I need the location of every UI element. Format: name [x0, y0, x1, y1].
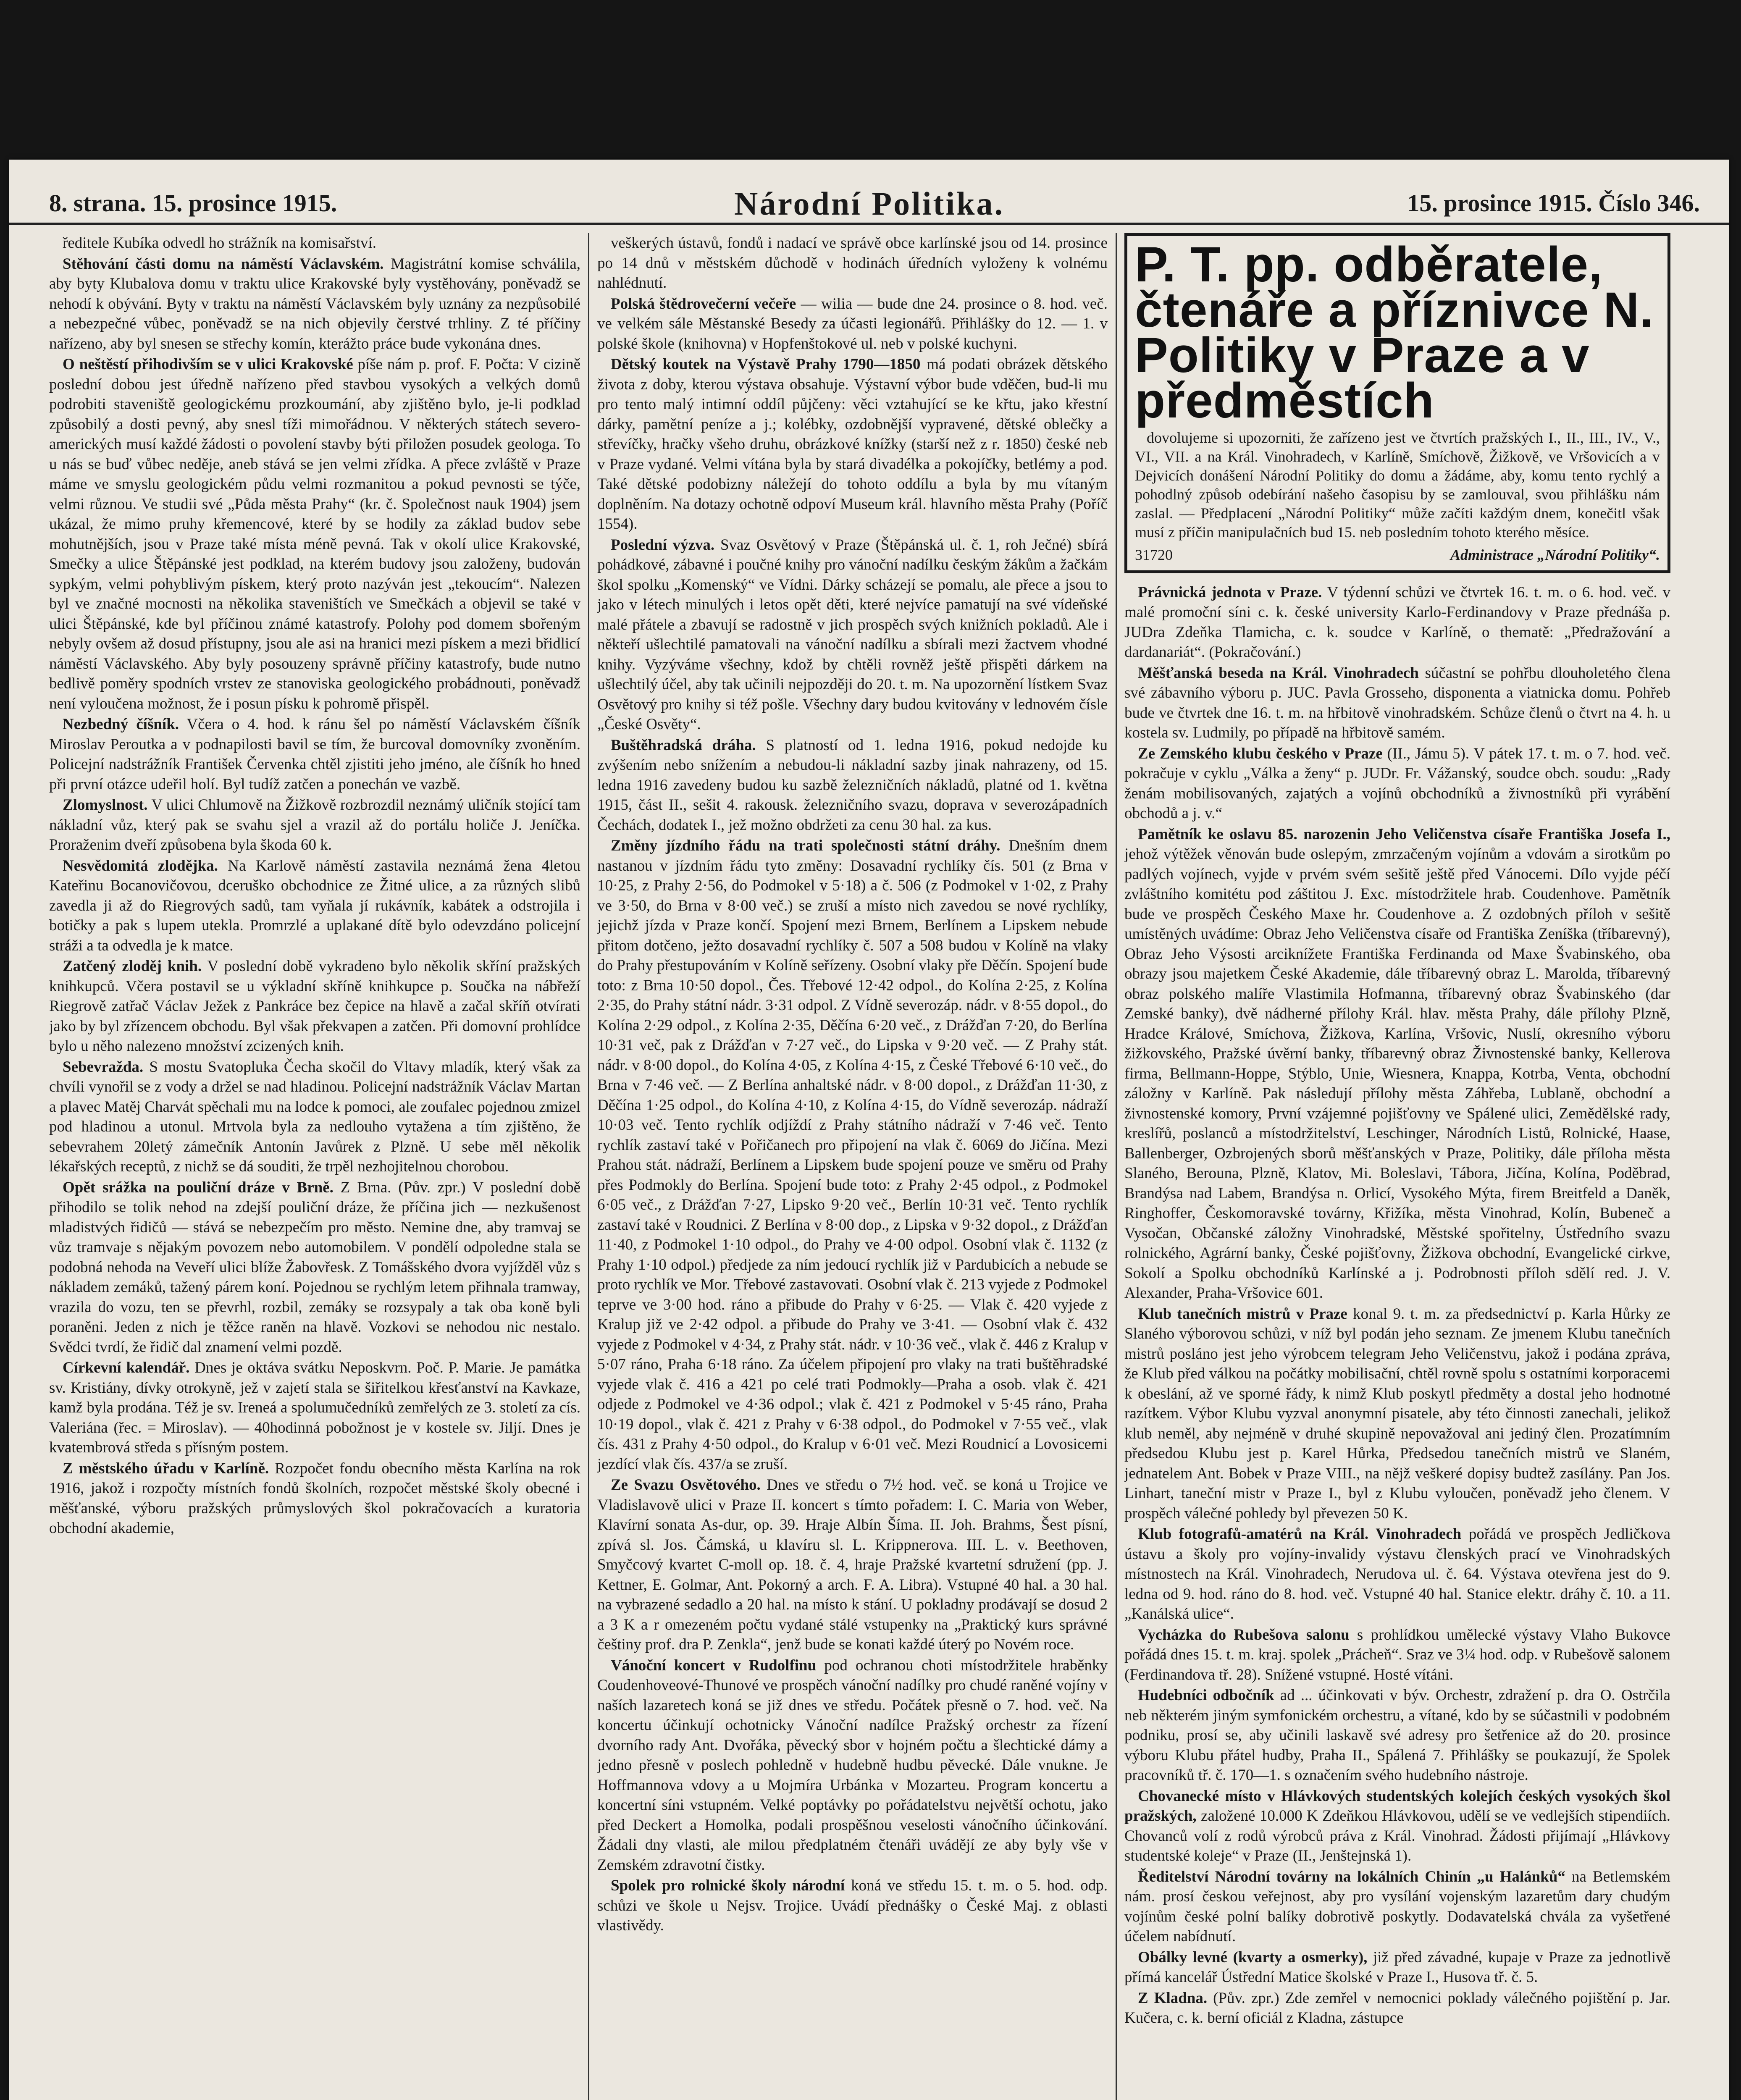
article — [49, 714, 580, 794]
article-text: Svaz Osvětový v Praze (Štěpánská ul. č. 1, roh Ječné) sbírá pohádkové, zábavné i poučné knihy pro vánoční nadílku českým žákům a žačkám škol spolku „Komenský“ ve Vídni. Dárky scházejí se pomalu, ale přece a jsou to jako v létech minulých i letos opět děti, které nejvíce pamatují na své vídeňské malé přátele a zbavují se radostně v jich prospěch svých knižních pokladů. Ale i někteří ušlechtilé pamatovali na vánoční nadílku a sbírali mezi žactvem vhodné knihy. Vyzýváme všechny, kdož by chtěli rovněž ještě přispěti dárkem na ušlechtilý účel, aby tak učinili nejpozději do 20. t. m. Na upozornění lístkem Svaz Osvětový pro knihy si též pošle. Všechny dary budou kvitovány v lednovém čísle „České Osvěty“. — [597, 536, 1108, 733]
article-heading: Vánoční koncert v Rudolfinu — [611, 1656, 817, 1674]
article-heading: Klub fotografů-amatérů na Král. Vinohradech — [1138, 1525, 1462, 1543]
article-heading: Klub tanečních mistrů v Praze — [1138, 1305, 1347, 1323]
article-heading: Spolek pro rolnické školy národní — [611, 1877, 845, 1894]
article — [49, 795, 580, 855]
article — [1124, 1867, 1670, 1947]
article — [1124, 663, 1670, 743]
header-issue-right: 15. prosince 1915. Číslo 346. — [1407, 189, 1700, 217]
article — [49, 856, 580, 956]
article-text: pod ochranou choti místodržitele hraběnky Coudenhoveové-Thunové ve prospěch vánoční nadílky pro chudé raněné vojíny v naších lazaretech koná se již dnes ve středu. Počátek přesně o 7. hod. več. Na koncertu účinkují ochotnicky Vánoční nadílce Pražský orchestr za řízení dvorního rady Ant. Dvořáka, pěvecký sbor v hojném počtu a šlechtické dámy a jedno přesně v poslech pohledně v hudebně hudbu pěvecké. Dále vnukne. Je Hoffmannova vdovy a u Mojmíra Urbánka v Mozarteu. Program koncertu a koncertní síni vstupném. Velké poptávky po pořádatelstvu největší ochotu, jako před Deckert a Homolka, podali prospěšnou veselosti vánočního účinkování. Žádali dny vlasti, ale milou předplatném čtenáři uvádějí ze aby byly vše v Zemském zdravotní čistky. — [597, 1656, 1108, 1874]
article — [1124, 1685, 1670, 1785]
notice-signature: Administrace „Národní Politiky“. — [1450, 546, 1660, 563]
article-text: V týdenní schůzi ve čtvrtek 16. t. m. o 6. hod. več. v malé promoční síni c. k. české university Karlo-Ferdinandovy v Praze přednáša p. JUDra Zdeňka Tlamicha, c. k. soudce v Karlíně, o thematě: „Předražování a dardanariát“. (Pokračování.) — [1124, 583, 1670, 661]
article-text: pořádá ve prospěch Jedličkova ústavu a školy pro vojíny-invalidy výstavu členských prací ve Vinohradských místnostech na Král. Vinohradech, Nerudova ul. č. 64. Výstava otevřena jest do 9. ledna od 9. hod. ráno do 8. hod. več. Vstupné 40 hal. Stanice elektr. dráhy č. 10. a 11. „Kanálská ulice“. — [1124, 1525, 1670, 1622]
article-heading: Pamětník ke oslavu 85. narozenin Jeho Veličenstva císaře Františka Josefa I., — [1138, 825, 1670, 843]
article-text: — wilia — bude dne 24. prosince o 8. hod. več. ve velkém sále Městanské Besedy za účasti legionářů. Přihlášky do 12. — 1. v polské škole (knihovna) v Hopfenštokové ul. neb v polské kuchyni. — [597, 295, 1108, 352]
column-1 — [49, 233, 580, 2100]
article-heading: Ředitelství Národní továrny na lokálních Chinín „u Halánků“ — [1138, 1868, 1565, 1885]
article — [49, 1459, 580, 1538]
article — [597, 836, 1108, 1474]
article — [1124, 583, 1670, 662]
article-heading: Stěhování části domu na náměstí Václavském. — [63, 255, 384, 273]
newspaper-page — [9, 160, 1729, 2100]
article — [49, 233, 580, 253]
article-heading: Církevní kalendář. — [63, 1359, 190, 1376]
article-text: (II., Jámu 5). V pátek 17. t. m. o 7. hod. več. pokračuje v cyklu „Válka a ženy“ p. JUDr. Fr. Vážanský, soudce obch. soudu: „Rady ženám mobilisovaných, zajatých a vojínů obchodníků a živnostníků při vyrábění obchodů a j. v.“ — [1124, 745, 1670, 822]
article — [597, 233, 1108, 293]
article-text: píše nám p. prof. F. Počta: V cizině poslední dobou jest úředně nařízeno před stavbou vysokých a velkých domů podrobiti staveniště geologickému prozkoumání, aby zjištěno bylo, je-li podklad způsobilý a dosti pevný, aby snesl tíži mimořádnou. V některých státech severo-amerických musí každé žádosti o povolení stavby býti přiložen posudek geologa. To u nás se buď vůbec neděje, aneb stává se jen velmi zřídka. A přece zvláště v Praze máme ve smyslu geologickém půdu velmi rozmanitou a pokud pevnosti se týče, velmi různou. Ve studii své „Půda města Prahy“ (kr. č. Společnost nauk 1904) jsem ukázal, že mimo pruhy křemencové, které by se hodily za základ budov sebe mohutnějších, jsou v Praze také místa méně pevná. Tak v okolí ulice Krakovské, Smečky a ulice Štěpánské jest podklad, na kterém budovy jsou založeny, budován sypkým, velmi pohyblivým pískem, který proto nazýván jest „tekoucím“. Nalezen byl ve značné mocnosti na několika staveništích ve Smečkách a objevil se také v ulici Štěpánské, kde byl příčinou známé katastrofy. Polohy pod domem sbořeným nebyly ovšem až dosud přístupny, jsou ale asi na hranici mezi pískem a mezi břidlicí náměstí Václavského. Aby byly posouzeny správně příčiny katastrofy, bude nutno bedlivě poměry spodních vrstev ze stanoviska geologického probádnouti, poněvadž není vyloučena možnost, že i posun písku k pohromě přispěl. — [49, 356, 580, 712]
article — [49, 354, 580, 714]
article-text: s prohlídkou umělecké výstavy Vlaho Bukovce pořádá dnes 15. t. m. kraj. spolek „Prácheň“. Sraz ve 3¼ hod. odp. v Rubešově salonem (Ferdinandova tř. 28). Snížené vstupné. Hosté vítáni. — [1124, 1626, 1670, 1683]
notice-body: dovolujeme si upozorniti, že zařízeno jest ve čtvrtích pražských I., II., III., IV., V., VI., VII. a na Král. Vinohradech, v Karlíně, Smíchově, Žižkově, ve Vršovicích a v Dejvicích donášení Národní Politiky do domu a žádáme, aby, komu tento rychlý a pohodlný způsob odebírání našeho časopisu by se zamlouval, svou přihlášku nám zaslal. — Předplacení „Národní Politiky“ může začíti každým dnem, konečitl však musí z příčin manipulačních bud 15. neb posledním tohoto kterého měsíce. — [1135, 429, 1660, 541]
article-heading: Nesvědomitá zlodějka. — [63, 857, 218, 874]
article-text: S platností od 1. ledna 1916, pokud nedojde ku zvýšením nebo snížením a nebudou-li nákladní sazby jinak nahrazeny, od 15. ledna 1916 zavedeny budou ku sazbě železničních nákladů, platné od 1. května 1915, část II., sešit 4. rakousk. železničního svazu, doprava v severozápadních Čechách, dodatek I., jež možno obdržeti za cenu 30 hal. za kus. — [597, 736, 1108, 834]
masthead-title: Národní Politika. — [734, 185, 1004, 222]
article-text: V ulici Chlumově na Žižkově rozbrozdil neznámý uličník stojící tam nákladní vůz, který pak se svahu sjel a vrazil až do portálu holiče J. Jeníčka. Proraženim dveří způsobena byla škoda 60 k. — [49, 796, 580, 853]
article-heading: Zlomyslnost. — [63, 796, 148, 814]
article — [597, 1475, 1108, 1655]
column-3 — [1124, 233, 1670, 2100]
article-text: (Pův. zpr.) Zde zemřel v nemocnici poklady válečného pojištění p. Jar. Kučera, c. k. berní oficiál z Kladna, zástupce — [1124, 1989, 1670, 2026]
page-header — [9, 185, 1729, 225]
article-heading: Z městského úřadu v Karlíně. — [63, 1460, 269, 1477]
article-heading: Změny jízdního řádu na trati společnosti státní dráhy. — [611, 837, 1000, 854]
article-heading: Sebevražda. — [63, 1058, 144, 1076]
article — [49, 956, 580, 1056]
article-text: Na Karlově náměstí zastavila neznámá žena 4letou Kateřinu Bocanovičovou, dceruško obchodnice ze Žitné ulice, a za různých slibů zavedla ji až do Riegrových sadů, tam vyňala jí rukávník, kabátek a odstrojila i botičky a pak s lupem utekla. Promrzlé a uplakané dítě bylo odevzdáno policejní stráži a ta odvedla je k matce. — [49, 857, 580, 954]
article-text: Dnes ve středu o 7½ hod. več. se koná u Trojice ve Vladislavově ulici v Praze II. koncert s tímto pořadem: I. C. Maria von Weber, Klavírní sonata As-dur, op. 39. Hraje Albín Šíma. II. Joh. Brahms, Šest písní, zpívá sl. Jos. Čámská, u klavíru sl. L. Krippnerova. III. L. v. Beethoven, Smyčcový kvartet C-moll op. 18. č. 4, hraje Pražské kvartetní sdružení (pp. J. Kettner, E. Golmar, Ant. Pokorný a arch. F. A. Libra). Vstupné 40 hal. a 30 hal. na vybrazené sedadlo a 20 hal. na místo k stání. U pokladny prodávají se dosud 2 a 3 K a r omezeném počtu vydané stálé vstupenky na „Praktický kurs správné češtiny prof. dra P. Zenkla“, jenž bude se konati každé úterý po Novém roce. — [597, 1476, 1108, 1653]
header-date-left: 8. strana. 15. prosince 1915. — [49, 189, 337, 217]
article — [49, 1358, 580, 1458]
article-heading: Z Kladna. — [1138, 1989, 1208, 2007]
article — [49, 1057, 580, 1177]
notice-code: 31720 — [1135, 546, 1173, 563]
article-heading: Zatčený zloděj knih. — [63, 958, 202, 975]
article — [1124, 744, 1670, 824]
article-heading: Vycházka do Rubešova salonu — [1138, 1626, 1350, 1643]
article — [597, 735, 1108, 835]
article-heading: Opět srážka na pouliční dráze v Brně. — [63, 1179, 333, 1196]
notice-headline: P. T. pp. odběratele, čtenáře a příznivce N. Politiky v Praze a v předměstích — [1135, 237, 1654, 428]
article — [49, 254, 580, 354]
article — [1124, 1304, 1670, 1524]
article-text: založené 10.000 K Zdeňkou Hlávkovou, udělí se ve vedlejších stipendiích. Chovanců volí z rodů výrobců práva z Král. Vinohrad. Žádosti přijímají „Hlávkovy studentské koleje“ v Praze (II., Jenštejnská 1). — [1124, 1807, 1670, 1864]
article-text: jehož výtěžek věnován bude oslepým, zmrzačeným vojínům a vdovám a sirotkům po padlých vojínech, vyjde v prvém svém sešitě ještě před Vánocemi. Dílo vyjde péčí zvláštního komitétu pod záštitou J. Exc. místodržitele hrab. Coudenhove. Pamětník bude ve prospěch Českého Maxe hr. Coudenhove a. Z ozdobných příloh v sešitě umístěných uvádíme: Obraz Jeho Veličenstva císaře od Františka Zeníška (tříbarevný), Obraz Jeho Výsosti arciknížete Františka Ferdinanda od Maxe Švabinského, oba obrazy jsou majetkem České Akademie, dále tříbarevný obraz L. Marolda, tříbarevný obraz polského malíře Vlastimila Hofmanna, tříbarevný obraz Švabinského (dar Zemské banky), dvě nádherné přílohy Král. hlav. města Prahy, dále přílohy Plzně, Hradce Králové, Smíchova, Žižkova, Karlína, Vršovic, Nuslí, okresního výboru žižkovského, Pražské úvěrní banky, tříbarevný obraz Živnostenské banky, Kellerova firma, Bellmann-Hoppe, Stýblo, Unie, Wiesnera, Knappa, Kotrba, Venta, obchodní záložny v Karlíně. Pak následují přílohy města Záhřeba, Lublaně, obchodní a živnostenské komory, První vzájemné pojišťovny ve Spálené ulici, Zemědělské rady, kreslířů, poslanců a místodržitelství, Leschinger, Národních Listů, Rolnické, Haase, Ballenberger, Ozbrojených sborů měšťanských v Praze, Politiky, dále příloha města Slaného, Berouna, Plzně, Klatov, Mi. Boleslavi, Tábora, Jičína, Kolína, Poděbrad, Brandýsa nad Labem, Brandýsa n. Orlicí, Vysokého Mýta, firem Breitfeld a Daněk, Ringhoffer, Českomoravské továrny, Křižíka, města Vinohrad, Kolín, Bubeneč a Vysočan, Občanské záložny Vinohradské, Městské spořitelny, Ústředního svazu rolnického, Agrární banky, České pojišťovny, Žižkova obchodní, Evangelické cirkve, Sokolí a Spolku obchodníků Karlínské a j. Podrobnosti příloh sdělí red. J. V. Alexander, Praha-Vršovice 601. — [1124, 845, 1670, 1302]
column-rule — [1116, 233, 1117, 2100]
article-heading: Nezbedný číšník. — [63, 716, 179, 733]
article — [1124, 824, 1670, 1303]
article-text: na Betlemském nám. prosí českou veřejnost, aby pro vysílání vojenským lazaretům dary chudým vojínům české polní balíky dobrotivě poskytly. Dodavatelská chvála za vyšetřené účelem nabídnutí. — [1124, 1868, 1670, 1945]
article-text: Dnes je oktáva svátku Neposkvrn. Poč. P. Marie. Je památka sv. Kristiány, dívky otrokyně, jež v zajetí stala se šiřitelkou křesťanství na Kavkaze, kamž byla prodána. Též je sv. Ireneá a spolumučedníků zemřelých ze 3. století za cís. Valeriána (řec. = Miroslav). — 40hodinná pobožnost je v kostele sv. Jiljí. Dnes je kvatembrová středa s přísným postem. — [49, 1359, 580, 1456]
article-text: Magistrátní komise schválila, aby byty Klubalova domu v traktu ulice Krakovské byly vystěhovány, poněvadž se nehodí k obývání. Byty v traktu na náměstí Václavském byly uznány za nezpůsobilé a nebezpečné vůbec, poněvadž se na nich objevily čerstvé trhliny. Z té příčiny nařízeno, aby byl snesen se střechy komín, kterážto práce bude vykonána dnes. — [49, 255, 580, 352]
article-heading: Ze Zemského klubu českého v Praze — [1138, 745, 1383, 762]
article-text: Rozpočet fondu obecního města Karlína na rok 1916, jakož i rozpočty místních fondů školních, rozpočet městské školy obecné i měšťanské, výboru pražských průmyslových škol pokračovacích a kuratoria obchodní akademie, — [49, 1460, 580, 1537]
article-heading: O neštěstí přihodivším se v ulici Krakovské — [63, 356, 353, 373]
column-3-articles — [1124, 583, 1670, 2028]
article-heading: Poslední výzva. — [611, 536, 715, 554]
article-text: již před závadné, kupaje v Praze za jednotlivě přímá kancelář Ústřední Matice školské v Praze I., Husova tř. č. 5. — [1124, 1948, 1670, 1986]
article-heading: Měšťanská beseda na Král. Vinohradech — [1138, 664, 1419, 682]
article-text: V poslední době vykradeno bylo několik skříní pražských knihkupců. Včera postavil se u výkladní skříně knihkupce p. Součka na nábřeží Riegrově zatřač Václav Ježek z Pankráce bez čepice na hlavě a začal skříň otvírati jako by byl zřízencem obchodu. Byl však překvapen a zatčen. Při domovní prohlídce bylo u něho nalezeno množství zcizených knih. — [49, 958, 580, 1055]
article — [597, 354, 1108, 534]
article — [1124, 1948, 1670, 1987]
article-heading: Právnická jednota v Praze. — [1138, 583, 1322, 601]
article-heading: Buštěhradská dráha. — [611, 736, 756, 754]
article-text: konal 9. t. m. za předsednictví p. Karla Hůrky ze Slaného výborovou schůzi, v níž byl podán jeho seznam. Ze jmenem Klubu tanečních mistrů posláno jest jeho výrobcem telegram Jeho Veličenstvu, jakož i podána zpráva, že Klub před válkou na počátky mobilisační, chtěl rovně spolu s ostatními korporacemi k obeslání, až ve sporné řády, k nimž Klub poskytl předměty a dostal jeho hodnotné razítkem. Výbor Klubu vyzval anonymní pisatele, aby této činnosti zanechali, jelikož klub neměl, aby nejméně v druhé skupině nepovažoval ani jediný člen. Prozatímním předsedou Klubu jest p. Karel Hůrka, Předsedou tanečních mistrů ve Slaném, jednatelem Ant. Bobek v Praze VIII., na nějž veškeré dopisy budtež zasílány. Pan Jos. Linhart, taneční mistr v Praze I., byl z Klubu vyloučen, poněvadž jeho členem. V prospěch válečné pohledy byl převezen 50 K. — [1124, 1305, 1670, 1522]
article — [1124, 1786, 1670, 1866]
article-text: ad ... účinkovati v býv. Orchestr, zdražení p. dra O. Ostrčila neb některém jiným symfonickém orchestru, a vítané, kdo by se súčastnili v podobném podniku, prosí se, aby učinili laskavě své adresy pro šetřenice až do 20. prosince výboru Klubu přátel hudby, Praha II., Spálená 7. Přihlášky se poukazují, že Spolek pracovníků tř. č. 170—1. s označením svého hudebního nástroje. — [1124, 1687, 1670, 1784]
article-heading: Polská štědrovečerní večeře — [611, 295, 796, 312]
article-text: S mostu Svatopluka Čecha skočil do Vltavy mladík, který však za chvíli vynořil se z vody a držel se nad hladinou. Policejní nadstrážník Václav Martan a plavec Matěj Charvát spěchali mu na lodce k pomoci, ale zoufalec pojednou zmizel pod hladinou a utonul. Mrtvola byla za nedlouho vytažena a tím zjištěno, že sebevrahem 20letý zámečník Antonín Javůrek z Plzně. U sebe měl několik lékařských receptů, z nichž se dá souditi, že trpěl nezhojitelnou chorobou. — [49, 1058, 580, 1175]
article — [1124, 1988, 1670, 2028]
article — [1124, 1524, 1670, 1624]
article-text: súčastní se pohřbu dlouholetého člena své zábavního výboru p. JUC. Pavla Grosseho, disponenta a viatnicka domu. Pohřeb bude ve čtvrtek dne 16. t. m. na hřbitově vinohradském. Schůze členů o čtvrt na 4. h. u kostela sv. Ludmily, po případě na hřbitově samém. — [1124, 664, 1670, 741]
article-text: Z Brna. (Pův. zpr.) V poslední době přihodilo se tolik nehod na zdejší pouliční dráze, že příčina jich — nezkušenost mladistvých řidičů — stává se nebezpečím pro město. Nemine dne, aby tramvaj se vůz tramvaje s nějakým povozem nebo automobilem. V pondělí odpoledne stala se podobná nehoda na Veveří ulici blíže Žabovřesk. Z Tomášského dvora vyjížděl vůz s nákladem zemáků, tažený párem koní. Pojednou se rychlým letem přihnala tramway, vrazila do vozu, ten se převrhl, rozbil, zemáky se rozsypaly a tak oba koně byli poraněni. Jeden z nich je těžce raněn na hlavě. Vozkovi se nehodou nic nestalo. Svědci tvrdí, že řidič dal znamení velmi pozdě. — [49, 1179, 580, 1356]
article-text: ředitele Kubíka odvedl ho strážník na komisařství. — [63, 234, 377, 252]
article — [1124, 1625, 1670, 1685]
article-text: Dnešním dnem nastanou v jízdním řádu tyto změny: Dosavadní rychlíky čís. 501 (z Brna v 10·25, z Prahy 2·56, do Podmokel v 5·18) a č. 506 (z Podmokel v 1·02, z Prahy ve 3·50, do Brna v 8·00 več.) se zruší a místo nich zavedou se nové rychlíky, jejichž jízda v Praze končí. Spojení mezi Brnem, Berlínem a Lipskem nebude přitom dotčeno, ježto dosavadní rychlíky č. 507 a 508 budou v Kolíně na vlaky do Prahy přestupováním v Kolíně seřízeny. Osobní vlaky pře Děčín. Spojení bude toto: z Brna 10·50 dopol., Čes. Třebové 12·42 odpol., do Kolína 2·25, z Kolína 2·35, do Prahy státní nádr. 3·31 odpol. Z Vídně severozáp. nádr. v 8·55 dopol., do Kolína 2·29 odpol., z Kolína 2·35, Děčína 6·20 več., z Drážďan 7·20, do Berlína 10·31 več, pak z Drážďan v 7·27 več., do Lipska v 9·20 več. — Z Prahy stát. nádr. v 8·00 dopol., do Kolína 4·05, z Kolína 4·15, z České Třebové 6·10 več., do Brna v 7·46 več. — Z Berlína anhaltské nádr. v 8·00 dopol., z Drážďan 11·30, z Děčína 1·25 odpol., do Kolína 4·10, z Kolína 4·15, do Vídně severozáp. nádraží 10·03 več. Tento rychlík odjíždí z Prahy státního nádraží v 7·46 več. Tento rychlík zastaví také v Pořičanech pro připojení na vlak č. 6069 do Jičína. Mezi Prahou stát. nádraží, Berlínem a Lipskem bude spojení pouze ve směru od Prahy přes Podmokly do Berlína. Spojení bude toto: z Prahy 2·45 odpol., z Podmokel 6·05 več., z Drážďan 7·27, Lipsko 9·20 več., Berlín 10·31 več. Tento rychlík zastaví také v Roudnici. Z Berlína v 8·00 dop., z Lipska v 9·32 dopol., z Drážďan 11·40, z Podmokel 1·10 odpol., do Prahy ve 4·00 odpol. Osobní vlak č. 1132 (z Prahy 1·10 odpol.) předjede za ním jedoucí rychlík již v Pardubicích a nebude se proto rychlík ve Mor. Třebové zastavovati. Osobní vlak č. 213 vyjede z Podmokel teprve ve 3·00 hod. ráno a přibude do Prahy v 6·25. — Vlak č. 420 vyjede z Kralup již ve 2·42 odpol. a přibude do Prahy ve 3·41. — Osobní vlak č. 432 vyjede z Podmokel v 4·34, z Prahy stát. nádr. v 10·36 več., vlak č. 446 z Kralup v 5·07 ráno, Praha 6·18 ráno. Za účelem připojení pro vlaky na trati buštěhradské vyjede vlak č. 416 a 421 po celé trati Podmokly—Praha a osob. vlak č. 421 odjede z Podmokel ve 4·36 odpol.; vlak č. 421 z Podmokel v 5·45 ráno, Praha 10·19 dopol., vlak č. 421 z Prahy v 6·38 odpol., do Podmokel v 7·55 več., vlak čís. 431 z Prahy 4·50 odpol., do Kralup v 6·01 več. Mezi Roudnicí a Lovosicemi jezdící vlak čís. 437/a se zruší. — [597, 837, 1108, 1473]
article-heading: Chovanecké místo v Hlávkových studentských kolejích českých vysokých škol pražských, — [1124, 1787, 1670, 1824]
notice-footer — [1135, 545, 1660, 565]
article-heading: Obálky levné (kvarty a osmerky), — [1138, 1948, 1368, 1966]
article-text: koná ve středu 15. t. m. o 5. hod. odp. schůzi ve škole u Nejsv. Trojice. Uvádí přednášky o České Maj. z oblasti vlastivědy. — [597, 1877, 1108, 1934]
article — [49, 1178, 580, 1357]
article — [597, 1876, 1108, 1936]
article-text: má podati obrázek dětského života z doby, kterou výstava obsahuje. Výstavní výbor bude vděčen, bud-li mu pro tento malý intimní oddíl půjčeny: věci vztahující se ke křtu, jako křestní dárky, pamětní peníze a j.; kolébky, ozdobnější vypravené, dětské oblečky a střevíčky, hračky všeho druhu, obrázkové knížky (starší než z r. 1850) české neb v Praze vydané. Velmi vítána byla by stará divadélka a pokojíčky, betlémy a pod. Také dětské podobizny náležejí do tohoto oddílu a byla by mu vítaným doplněním. Na dotazy ochotně odpoví Museum král. hlavního města Prahy (Poříč 1554). — [597, 356, 1108, 533]
article-heading: Hudebníci odbočník — [1138, 1687, 1274, 1704]
column-2 — [597, 233, 1108, 2100]
subscription-notice — [1124, 233, 1670, 573]
article — [597, 1656, 1108, 1875]
article — [597, 294, 1108, 354]
article-heading: Ze Svazu Osvětového. — [611, 1476, 761, 1494]
article — [597, 535, 1108, 735]
article-heading: Dětský koutek na Výstavě Prahy 1790—1850 — [611, 356, 921, 373]
column-rule — [588, 233, 589, 2100]
article-text: Včera o 4. hod. k ránu šel po náměstí Václavském číšník Miroslav Peroutka a v podnapilosti bavil se tím, že burcoval domovníky zvoněním. Policejní nadstrážník František Červenka chtěl zjistiti jeho jméno, ale číšník ho hned při první otázce udeřil holí. Byl tudíž zatčen a ponechán ve vazbě. — [49, 716, 580, 793]
article-text: veškerých ústavů, fondů i nadací ve správě obce karlínské jsou od 14. prosince po 14 dnů v městském důchodě v hodinách úředních vyloženy k volnému nahlédnutí. — [597, 234, 1108, 291]
